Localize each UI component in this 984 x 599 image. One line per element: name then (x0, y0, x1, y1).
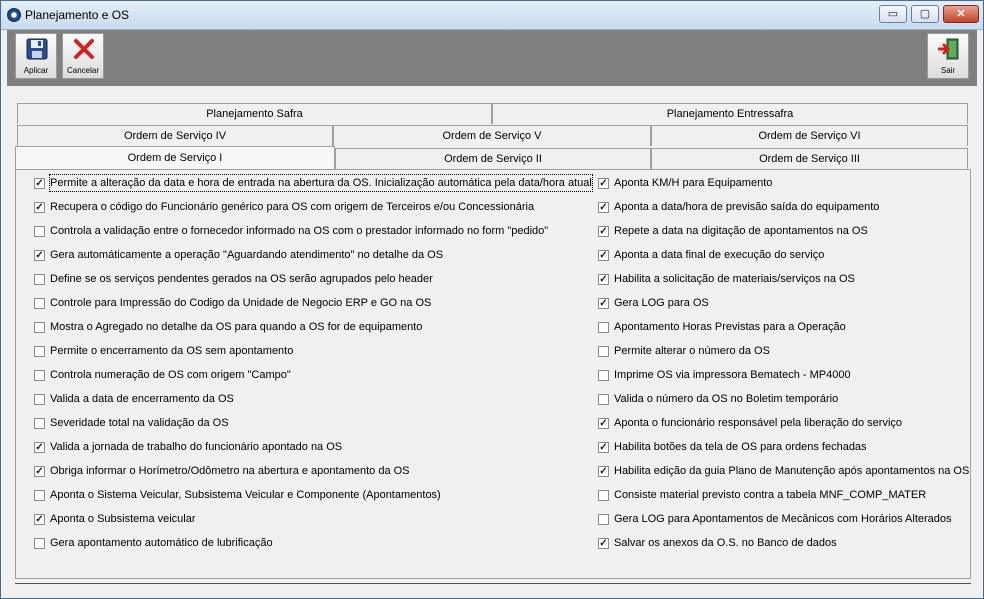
option-label: Aponta o Subsistema veicular (50, 513, 196, 525)
checkbox-checked-icon[interactable]: ✓ (35, 250, 44, 261)
checkbox-unchecked-icon[interactable] (598, 322, 609, 333)
tab-planejamento-safra[interactable]: Planejamento Safra (17, 103, 492, 124)
checkbox-unchecked-icon[interactable] (598, 370, 609, 381)
option-label: Aponta o Sistema Veicular, Subsistema Veicular e Componente (Apontamentos) (50, 489, 441, 501)
option-label: Obriga informar o Horímetro/Odômetro na abertura e apontamento da OS (50, 465, 410, 477)
checkbox-checked-icon[interactable]: ✓ (599, 226, 608, 237)
option-label: Apontamento Horas Previstas para a Operação (614, 321, 846, 333)
option-label: Aponta KM/H para Equipamento (614, 177, 773, 189)
option-label: Recupera o código do Funcionário genérico para OS com origem de Terceiros e/ou Concessionária (50, 201, 535, 213)
checkbox-unchecked-icon[interactable] (598, 346, 609, 357)
tab-ordem-servico-i[interactable]: Ordem de Serviço I (15, 146, 335, 170)
option-label: Controla numeração de OS com origem "Campo" (50, 369, 291, 381)
option-label: Aponta a data final de execução do serviço (614, 249, 825, 261)
checkbox-unchecked-icon[interactable] (34, 490, 45, 501)
cancel-label: Cancelar (66, 66, 99, 75)
app-icon (7, 8, 21, 22)
option-label: Gera automáticamente a operação "Aguardando atendimento" no detalhe da OS (50, 249, 444, 261)
checkbox-checked-icon[interactable]: ✓ (599, 274, 608, 285)
tab-ordem-servico-iii[interactable]: Ordem de Serviço III (651, 148, 968, 169)
panel-divider (15, 583, 971, 584)
checkbox-unchecked-icon[interactable] (34, 346, 45, 357)
option-label: Permite alterar o número da OS (614, 345, 770, 357)
checkbox-checked-icon[interactable]: ✓ (599, 418, 608, 429)
option-label: Valida o número da OS no Boletim temporário (614, 393, 839, 405)
checkbox-checked-icon[interactable]: ✓ (599, 538, 608, 549)
checkbox-unchecked-icon[interactable] (34, 370, 45, 381)
checkbox-checked-icon[interactable]: ✓ (35, 202, 44, 213)
option-label: Permite o encerramento da OS sem apontamento (50, 345, 294, 357)
cancel-x-icon (73, 38, 95, 60)
checkbox-checked-icon[interactable]: ✓ (599, 250, 608, 261)
option-label: Define se os serviços pendentes gerados na OS serão agrupados pelo header (50, 273, 433, 285)
cancel-button[interactable] (62, 33, 104, 79)
checkbox-checked-icon[interactable]: ✓ (35, 514, 44, 525)
tab-ordem-servico-iv[interactable]: Ordem de Serviço IV (17, 125, 333, 146)
option-label: Valida a jornada de trabalho do funcionário apontado na OS (50, 441, 343, 453)
title-bar[interactable] (1, 1, 983, 30)
checkbox-unchecked-icon[interactable] (34, 322, 45, 333)
checkbox-unchecked-icon[interactable] (34, 298, 45, 309)
option-label: Gera apontamento automático de lubrificação (50, 537, 273, 549)
option-label: Controla a validação entre o fornecedor informado na OS com o prestador informado no form "pedido" (50, 225, 549, 237)
checkbox-checked-icon[interactable]: ✓ (599, 178, 608, 189)
exit-door-icon (938, 38, 960, 60)
checkbox-unchecked-icon[interactable] (34, 394, 45, 405)
checkbox-unchecked-icon[interactable] (598, 490, 609, 501)
toolbar (7, 30, 977, 86)
option-label: Severidade total na validação da OS (50, 417, 229, 429)
checkbox-unchecked-icon[interactable] (34, 538, 45, 549)
save-icon (26, 38, 48, 60)
checkbox-checked-icon[interactable]: ✓ (35, 442, 44, 453)
checkbox-unchecked-icon[interactable] (598, 394, 609, 405)
option-label: Habilita a solicitação de materiais/serviços na OS (614, 273, 855, 285)
option-label: Gera LOG para OS (614, 297, 709, 309)
apply-label: Aplicar (23, 66, 49, 75)
option-label: Controle para Impressão do Codigo da Unidade de Negocio ERP e GO na OS (50, 297, 432, 309)
tab-ordem-servico-vi[interactable]: Ordem de Serviço VI (651, 125, 968, 146)
checkbox-unchecked-icon[interactable] (34, 418, 45, 429)
option-label: Valida a data de encerramento da OS (50, 393, 234, 405)
option-label: Aponta a data/hora de previsão saída do equipamento (614, 201, 880, 213)
checkbox-checked-icon[interactable]: ✓ (35, 466, 44, 477)
option-label: Salvar os anexos da O.S. no Banco de dados (614, 537, 837, 549)
checkbox-checked-icon[interactable]: ✓ (599, 202, 608, 213)
checkbox-unchecked-icon[interactable] (34, 274, 45, 285)
window-title: Planejamento e OS (25, 8, 130, 22)
exit-button[interactable] (927, 33, 969, 79)
checkbox-checked-icon[interactable]: ✓ (599, 466, 608, 477)
apply-button[interactable] (15, 33, 57, 79)
option-label: Permite a alteração da data e hora de entrada na abertura da OS. Inicialização automática pela data/hora atual (50, 177, 592, 189)
option-label: Aponta o funcionário responsável pela liberação do serviço (614, 417, 903, 429)
checkbox-unchecked-icon[interactable] (598, 514, 609, 525)
checkbox-checked-icon[interactable]: ✓ (599, 298, 608, 309)
option-label: Habilita edição da guia Plano de Manutenção após apontamentos na OS (614, 465, 970, 477)
tab-ordem-servico-ii[interactable]: Ordem de Serviço II (335, 148, 651, 169)
checkbox-checked-icon[interactable]: ✓ (35, 178, 44, 189)
option-label: Consiste material previsto contra a tabela MNF_COMP_MATER (614, 489, 927, 501)
option-label: Habilita botões da tela de OS para ordens fechadas (614, 441, 867, 453)
checkbox-unchecked-icon[interactable] (34, 226, 45, 237)
option-label: Gera LOG para Apontamentos de Mecânicos com Horários Alterados (614, 513, 952, 525)
checkbox-checked-icon[interactable]: ✓ (599, 442, 608, 453)
option-label: Mostra o Agregado no detalhe da OS para quando a OS for de equipamento (50, 321, 423, 333)
close-button[interactable]: ✕ (943, 5, 979, 23)
option-label: Imprime OS via impressora Bematech - MP4000 (614, 369, 851, 381)
tab-planejamento-entressafra[interactable]: Planejamento Entressafra (492, 103, 968, 124)
tab-ordem-servico-v[interactable]: Ordem de Serviço V (333, 125, 651, 146)
maximize-button[interactable]: ▢ (911, 5, 939, 23)
option-label: Repete a data na digitação de apontamentos na OS (614, 225, 868, 237)
minimize-button[interactable]: ▭ (879, 5, 907, 23)
exit-label: Sair (940, 66, 956, 75)
